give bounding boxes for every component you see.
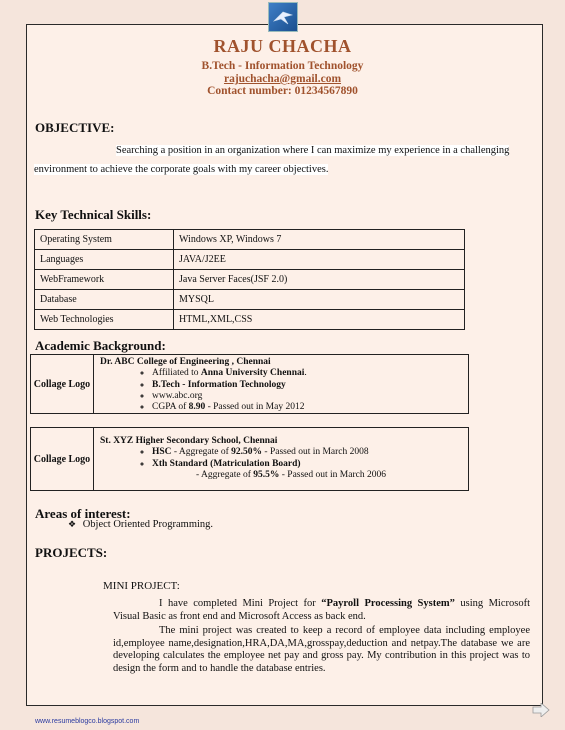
table-row: [35, 250, 465, 270]
college-title: Dr. ABC College of Engineering , Chennai: [100, 357, 271, 367]
list-item: ◦ HSC - Aggregate of 92.50% - Passed out in March 2008: [152, 447, 386, 458]
objective-line-2: environment to achieve the corporate goals with my career objectives.: [34, 164, 329, 175]
school-logo-placeholder: Collage Logo: [31, 428, 94, 490]
skill-label: Languages: [35, 250, 174, 270]
skills-table: [34, 229, 465, 330]
interest-item: ❖ Object Oriented Programming.: [68, 519, 214, 530]
candidate-contact: Contact number: 01234567890: [207, 85, 358, 97]
blog-logo-icon: [268, 2, 298, 32]
skill-label: WebFramework: [35, 270, 174, 290]
candidate-degree: B.Tech - Information Technology: [201, 60, 364, 72]
list-item: ◦ Affiliated to Anna University Chennai.: [152, 368, 307, 379]
list-item: ◦ B.Tech - Information Technology: [152, 380, 307, 391]
list-item: ◦ CGPA of 8.90 - Passed out in May 2012: [152, 402, 307, 413]
xth-aggregate: - Aggregate of 95.5% - Passed out in March 2006: [196, 469, 386, 480]
academic-entry-college: [30, 354, 469, 414]
diamond-bullet-icon: ❖: [68, 519, 77, 529]
objective-heading: OBJECTIVE:: [35, 120, 115, 135]
objective-text: [34, 145, 532, 175]
skill-label: Web Technologies: [35, 310, 174, 330]
skills-heading: Key Technical Skills:: [35, 207, 152, 222]
table-row: [35, 310, 465, 330]
candidate-name: RAJU CHACHA: [213, 36, 352, 56]
project-paragraph-2: The mini project was created to keep a record of employee data including employee id,employee name,designation,HRA,DA,MA,grosspay,deduction and netpay.The database we are developing calculates the employee net pay and gross pay. My contribution in this project was to design the form and to handle the database entries.: [113, 625, 530, 674]
list-item: ◦ Xth Standard (Matriculation Board): [152, 459, 386, 470]
academic-heading: Academic Background:: [35, 338, 166, 353]
college-logo-placeholder: Collage Logo: [31, 355, 94, 413]
skill-label: Database: [35, 290, 174, 310]
school-title: St. XYZ Higher Secondary School, Chennai: [100, 436, 278, 446]
table-row: [35, 290, 465, 310]
next-arrow-icon[interactable]: [532, 703, 550, 717]
skill-value: Windows XP, Windows 7: [174, 230, 465, 250]
skill-value: Java Server Faces(JSF 2.0): [174, 270, 465, 290]
list-item: ◦ www.abc.org: [152, 391, 307, 402]
table-row: [35, 270, 465, 290]
skill-label: Operating System: [35, 230, 174, 250]
projects-heading: PROJECTS:: [35, 545, 108, 560]
skill-value: HTML,XML,CSS: [174, 310, 465, 330]
footer-link[interactable]: www.resumeblogco.blogspot.com: [35, 718, 140, 725]
objective-line-1: Searching a position in an organization where I can maximize my experience in a challenging: [116, 145, 510, 156]
skill-value: MYSQL: [174, 290, 465, 310]
interests-heading: Areas of interest:: [35, 506, 131, 521]
project-paragraph-1: I have completed Mini Project for “Payroll Processing System” using Microsoft Visual Basic as front end and Microsoft Access as back end.: [113, 598, 530, 622]
skill-value: JAVA/J2EE: [174, 250, 465, 270]
mini-project-heading: MINI PROJECT:: [103, 580, 180, 592]
table-row: [35, 230, 465, 250]
academic-entry-school: [30, 427, 469, 491]
candidate-email-link[interactable]: rajuchacha@gmail.com: [223, 73, 342, 85]
